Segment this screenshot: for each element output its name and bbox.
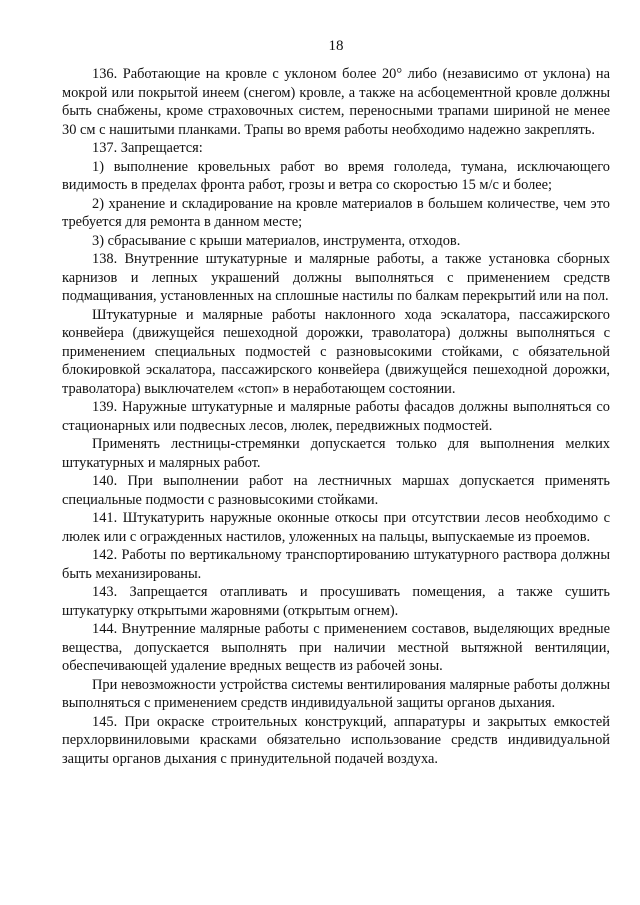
paragraph-141: 141. Штукатурить наружные оконные откосы при отсутствии лесов необходимо с люлек или с огражденных настилов, уложенных на пальцы, выпускаемые из проемов. — [62, 510, 610, 545]
paragraph-139: 139. Наружные штукатурные и малярные работы фасадов должны выполняться со стационарных или подвесных лесов, люлек, передвижных подмостей. — [62, 399, 610, 434]
paragraph-143: 143. Запрещается отапливать и просушивать помещения, а также сушить штукатурку открытыми жаровнями (открытым огнем). — [62, 584, 610, 619]
paragraph-escalator: Штукатурные и малярные работы наклонного хода эскалатора, пассажирского конвейера (движущейся пешеходной дорожки, траволатора) должны выполняться с применением специальных подмостей с разновысокими стойками, с обязательной блокировкой эскалатора, пассажирского конвейера (движущейся пешеходной дорожки, траволатора) выключателем «стоп» в неработающем состоянии. — [62, 306, 610, 397]
paragraph-140: 140. При выполнении работ на лестничных маршах допускается применять специальные подмости с разновысокими стойками. — [62, 473, 610, 508]
paragraph-ventilation: При невозможности устройства системы вентилирования малярные работы должны выполняться с применением средств индивидуальной защиты органов дыхания. — [62, 676, 610, 711]
list-item-1: 1) выполнение кровельных работ во время гололеда, тумана, исключающего видимость в пределах фронта работ, грозы и ветра со скоростью 15 м/с и более; — [62, 158, 610, 193]
list-item-3: 3) сбрасывание с крыши материалов, инструмента, отходов. — [92, 232, 461, 249]
paragraph-145: 145. При окраске строительных конструкций, аппаратуры и закрытых емкостей перхлорвиниловыми красками обязательно использование средств индивидуальной защиты органов дыхания с принудительной подачей воздуха. — [62, 713, 610, 767]
paragraph-144: 144. Внутренние малярные работы с применением составов, выделяющих вредные вещества, допускается выполнять при наличии местной вытяжной вентиляции, обеспечивающей удаление вредных веществ из рабочей зоны. — [62, 621, 610, 674]
paragraph-142: 142. Работы по вертикальному транспортированию штукатурного раствора должны быть механизированы. — [62, 547, 610, 582]
list-item-2: 2) хранение и складирование на кровле материалов в большем количестве, чем это требуется для ремонта в данном месте; — [62, 195, 610, 230]
paragraph-ladders: Применять лестницы-стремянки допускается только для выполнения мелких штукатурных и малярных работ. — [62, 436, 610, 471]
paragraph-136: 136. Работающие на кровле с уклоном более 20° либо (независимо от уклона) на мокрой или покрытой инеем (снегом) кровле, а также на асбоцементной кровле должны быть снабжены, кроме страховочных систем, переносными трапами шириной не менее 30 см с нашитыми планками. Трапы во время работы необходимо надежно закреплять. — [62, 66, 610, 138]
paragraph-137: 137. Запрещается: — [92, 140, 203, 156]
document-page — [62, 36, 610, 768]
page-number: 18 — [328, 38, 344, 54]
paragraph-138: 138. Внутренние штукатурные и малярные работы, а также установка сборных карнизов и лепных украшений должны выполняться с применением средств подмащивания, установленных на сплошные настилы по балкам перекрытий или на пол. — [62, 251, 610, 304]
